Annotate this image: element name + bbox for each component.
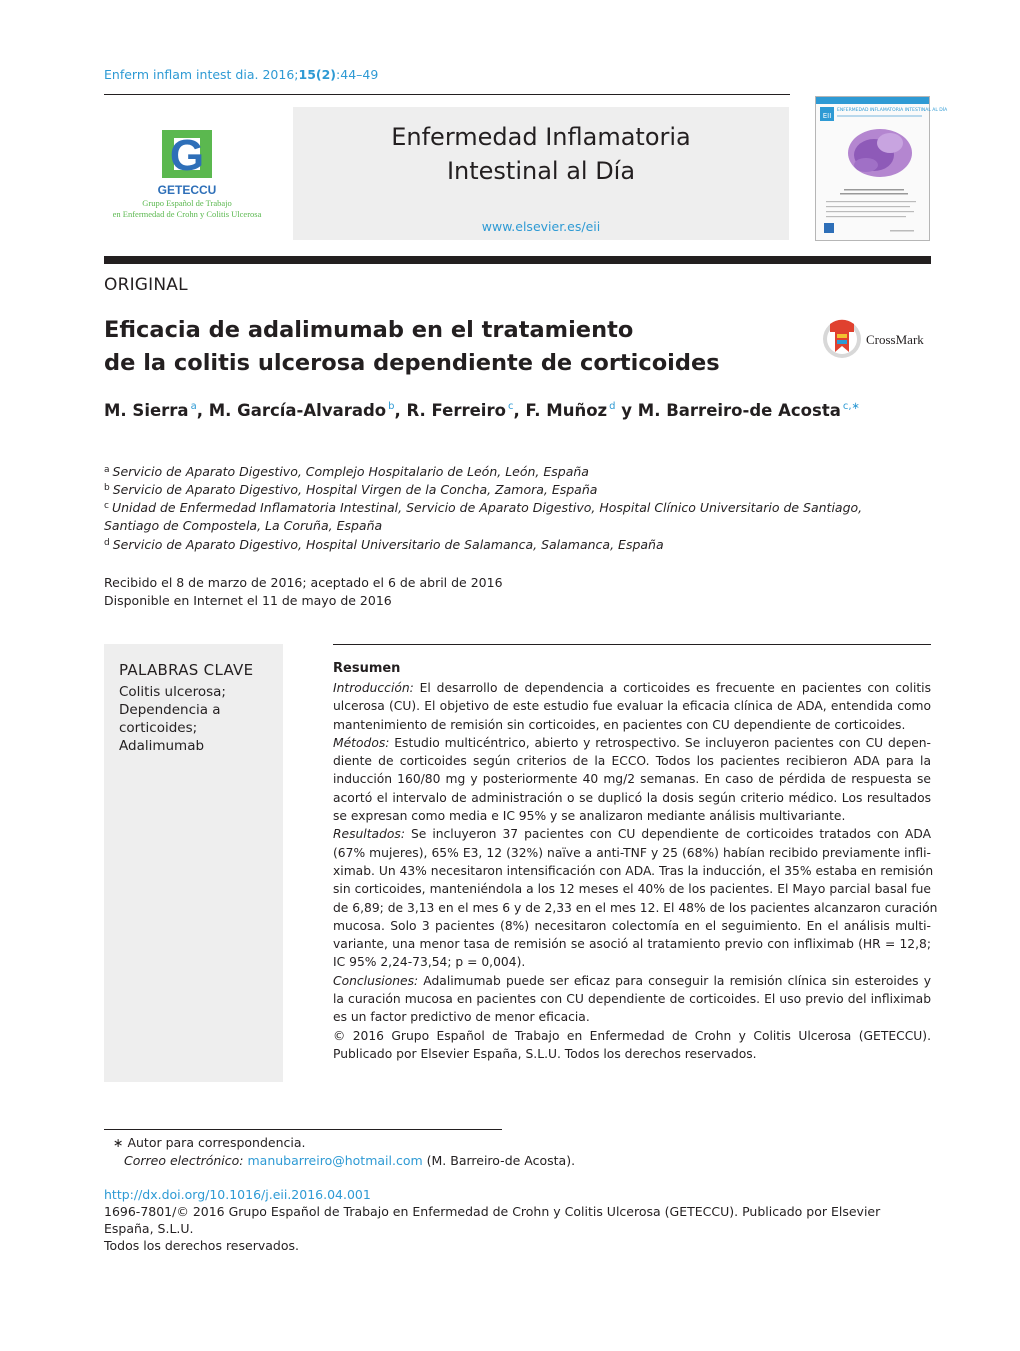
abstract-line [333, 917, 931, 935]
article-title-line1: Eficacia de adalimumab en el tratamiento [104, 317, 634, 343]
affiliation-text-cont: Santiago de Compostela, La Coruña, España [104, 518, 383, 534]
affiliation-text: Unidad de Enfermedad Inflamatoria Intestinal, Servicio de Aparato Digestivo, Hospital Clínico Universitario de Santiago, [111, 500, 863, 515]
author-separator: , [394, 401, 407, 420]
abstract-line [333, 752, 931, 770]
abstract-line-text: de 6,89; de 3,13 en el mes 6 y de 2,33 en el mes 12. El 48% de los pacientes alcanzaron curación [333, 900, 938, 915]
author-name[interactable]: M. García-Alvarado [208, 401, 387, 420]
affiliation-text: Servicio de Aparato Digestivo, Complejo Hospitalario de León, León, España [112, 464, 589, 479]
abstract-line [333, 862, 934, 880]
abstract-line-text: Adalimumab puede ser eficaz para conseguir la remisión clínica sin esteroides y [418, 973, 931, 988]
abstract-line [333, 679, 931, 697]
abstract-line-text: sin corticoides, manteniéndola a los 12 meses el 40% de los pacientes. El Mayo parcial basal fue [333, 882, 931, 897]
keyword-line: Adalimumab [119, 738, 205, 754]
geteccu-logo-icon [100, 128, 275, 223]
citation-journal: Enferm inflam intest dia. [104, 67, 259, 82]
abstract-line [333, 734, 931, 752]
abstract-line [333, 807, 931, 825]
email-link[interactable]: manubarreiro@hotmail.com [247, 1153, 423, 1168]
article-title-line2: de la colitis ulcerosa dependiente de corticoides [104, 350, 720, 376]
crossmark-icon [822, 318, 934, 360]
affiliation-c [104, 497, 904, 536]
citation-issue: 15(2) [298, 67, 337, 82]
author-list [104, 401, 860, 420]
abstract-line-text: (67% mujeres), 65% E3, 12 (32%) naïve a anti-TNF y 25 (68%) habían recibido previamente infli- [333, 845, 931, 860]
affiliation-d [104, 534, 904, 554]
abstract-line [333, 716, 931, 734]
correspondence-email [124, 1153, 575, 1168]
crossmark-label: CrossMark [866, 332, 924, 347]
email-label: Correo electrónico: [124, 1153, 244, 1168]
abstract-line [333, 899, 938, 917]
logo-line1: Grupo Español de Trabajo [142, 198, 232, 208]
received-accepted-dates: Recibido el 8 de marzo de 2016; aceptado el 6 de abril de 2016 [104, 575, 503, 590]
abstract-line-text: mucosa. Solo 3 pacientes (8%) necesitaron colectomía en el seguimiento. En el análisis multi- [333, 918, 931, 933]
abstract-line-text: © 2016 Grupo Español de Trabajo en Enfermedad de Crohn y Colitis Ulcerosa (GETECCU). [333, 1028, 931, 1043]
abstract-section-label: Conclusiones: [333, 973, 419, 988]
author-separator: , [196, 401, 209, 420]
affiliation-text: Servicio de Aparato Digestivo, Hospital Universitario de Salamanca, Salamanca, España [112, 537, 664, 552]
article-title [104, 314, 804, 380]
abstract-line-text: El desarrollo de dependencia a corticoides es frecuente en pacientes con colitis [413, 681, 931, 695]
abstract-line-text: la curación mucosa en pacientes con CU dependiente de corticoides. El uso previo del infliximab [333, 992, 931, 1007]
affiliation-text: Servicio de Aparato Digestivo, Hospital Virgen de la Concha, Zamora, España [112, 482, 598, 497]
doi-link[interactable]: http://dx.doi.org/10.1016/j.eii.2016.04.001 [104, 1187, 371, 1202]
abstract-line [333, 789, 931, 807]
abstract-line [333, 770, 931, 788]
affiliation-marker: c [104, 501, 109, 511]
logo-letter: G [169, 131, 205, 180]
abstract-line-text: Publicado por Elsevier España, S.L.U. Todos los derechos reservados. [333, 1046, 757, 1061]
abstract-top-rule [333, 644, 931, 645]
crossmark-badge[interactable] [822, 318, 934, 360]
abstract-line-text: IC 95% 2,24-73,54; p = 0,004). [333, 955, 526, 970]
abstract-line [333, 1027, 931, 1045]
journal-title-line2: Intestinal al Día [446, 157, 636, 185]
abstract-line [333, 1008, 931, 1026]
abstract-line-text: mantenimiento de remisión sin corticoides, en pacientes con CU dependiente de corticoides. [333, 717, 906, 732]
issn-line2: Todos los derechos reservados. [104, 1238, 299, 1253]
citation-year-volume: 2016; [262, 67, 299, 82]
abstract-line-text: variante, una menor tasa de remisión se asoció al tratamiento previo con infliximab (HR = 12,8; [333, 937, 931, 952]
abstract-line-text: Se incluyeron 37 pacientes con CU dependiente de corticoides tratados con ADA [404, 827, 931, 842]
affiliation-marker: d [104, 538, 110, 548]
abstract-section-label: Métodos: [333, 735, 390, 750]
author-separator: y [615, 401, 638, 420]
logo-name: GETECCU [157, 183, 217, 197]
abstract-line [333, 935, 931, 953]
abstract-line [333, 953, 931, 971]
geteccu-logo [100, 128, 275, 223]
author-separator: , [513, 401, 526, 420]
author-affiliation-marker[interactable]: d [609, 401, 616, 412]
affiliation-marker: b [104, 483, 110, 493]
article-type: ORIGINAL [104, 275, 188, 295]
keyword-line: Colitis ulcerosa; [119, 684, 226, 700]
abstract-line [333, 844, 931, 862]
cover-image [816, 97, 948, 240]
abstract-line-text: Estudio multicéntrico, abierto y retrospectivo. Se incluyeron pacientes con CU depen- [389, 735, 931, 750]
author-name[interactable]: M. Sierra [104, 401, 189, 420]
abstract-line [333, 1045, 931, 1063]
citation-pages: :44–49 [336, 67, 379, 82]
affiliation-marker: a [104, 465, 110, 475]
cover-badge: EII [822, 112, 832, 120]
abstract-line-text: diente de corticoides según criterios de la ECCO. Todos los pacientes recibieron ADA para la [333, 754, 931, 769]
abstract-line [333, 825, 931, 843]
abstract-line-text: se expresan como media e IC 95% y se analizaron mediante análisis multivariante. [333, 809, 846, 824]
author-name[interactable]: F. Muñoz [525, 401, 608, 420]
abstract-line [333, 697, 931, 715]
journal-title [293, 120, 789, 188]
abstract-line-text: es un factor predictivo de menor eficacia. [333, 1010, 590, 1025]
abstract-section-label: Resultados: [333, 827, 405, 842]
journal-title-line1: Enfermedad Inflamatoria [391, 123, 691, 151]
keyword-line: corticoides; [119, 720, 198, 736]
journal-url-link[interactable]: www.elsevier.es/eii [481, 219, 601, 234]
abstract-line-text: ximab. Un 43% necesitaron intensificación con ADA. Tras la inducción, el 35% estaba en remisión [333, 863, 934, 878]
abstract-line [333, 880, 931, 898]
abstract-line-text: ulcerosa (CU). El objetivo de este estudio fue evaluar la eficacia clínica de ADA, entendida como [333, 699, 931, 714]
author-affiliation-marker[interactable]: a [190, 401, 197, 412]
author-affiliation-marker[interactable]: c,∗ [842, 401, 860, 412]
abstract-section-label: Introducción: [333, 681, 414, 695]
keywords-heading: PALABRAS CLAVE [119, 661, 254, 679]
issn-copyright [104, 1203, 931, 1254]
header-top-divider [104, 94, 790, 95]
correspondence-note: ∗ Autor para correspondencia. [113, 1135, 306, 1150]
citation-line[interactable] [104, 67, 378, 82]
issn-line1: 1696-7801/© 2016 Grupo Español de Trabajo en Enfermedad de Crohn y Colitis Ulcerosa (GETECCU). Publicado por Elsevier España, S.L.U. [104, 1204, 881, 1236]
abstract-heading: Resumen [333, 661, 401, 676]
cover-title: ENFERMEDAD INFLAMATORIA INTESTINAL AL DÍA [837, 108, 948, 113]
footnote-rule [104, 1129, 502, 1130]
abstract-body [333, 679, 938, 1063]
abstract-line [333, 972, 931, 990]
author-name[interactable]: M. Barreiro-de Acosta [637, 401, 841, 420]
abstract-line [333, 990, 931, 1008]
header-thick-rule [104, 256, 931, 264]
abstract-line-text: acortó el intervalo de administración o se duplicó la dosis según criterio médico. Los resultados [333, 790, 931, 805]
abstract-line-text: inducción 160/80 mg y posteriormente 40 mg/2 semanas. En caso de pérdida de respuesta se [333, 772, 931, 787]
author-name[interactable]: R. Ferreiro [406, 401, 506, 420]
online-date: Disponible en Internet el 11 de mayo de 2016 [104, 593, 392, 608]
logo-line2: en Enfermedad de Crohn y Colitis Ulcerosa [112, 209, 262, 219]
author-affiliation-marker[interactable]: b [388, 401, 395, 412]
author-affiliation-marker[interactable]: c [507, 401, 514, 412]
journal-cover-thumbnail[interactable] [815, 96, 948, 241]
email-owner: (M. Barreiro-de Acosta). [422, 1153, 576, 1168]
keyword-line: Dependencia a [119, 702, 221, 718]
